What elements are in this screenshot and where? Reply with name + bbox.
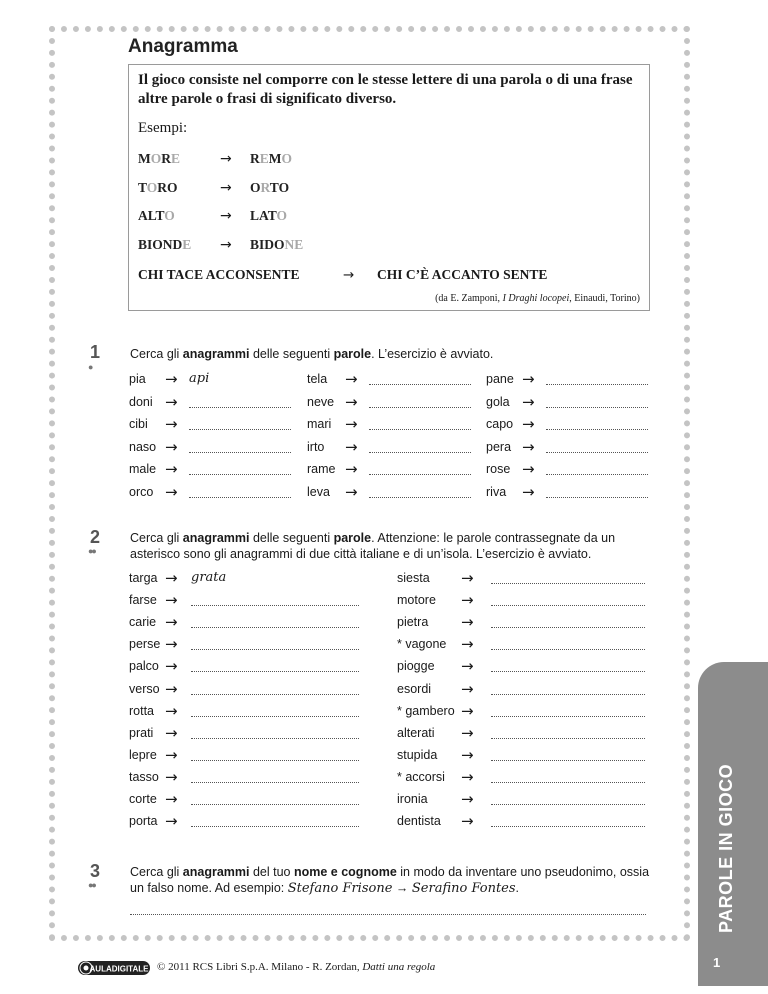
definition-text: Il gioco consiste nel comporre con le stesse lettere di una parola o di una frase altre parole o frasi di significato diverso. xyxy=(138,72,633,107)
answer-line[interactable] xyxy=(191,782,359,783)
arrow-icon: → xyxy=(522,392,535,411)
item-word: alterati xyxy=(397,725,435,740)
letter: E xyxy=(171,151,181,166)
exercise-item xyxy=(129,767,359,788)
letter: R xyxy=(157,180,168,195)
arrow-icon: → xyxy=(461,723,474,742)
keyword: anagrammi xyxy=(182,865,250,879)
arrow-icon: → xyxy=(461,613,474,632)
letter: N xyxy=(162,237,173,252)
handwritten-example: Stefano Frisone xyxy=(287,881,393,896)
example-word xyxy=(138,237,191,253)
exercise-2-instruction xyxy=(130,530,652,562)
side-tab-label: PAROLE IN GIOCO xyxy=(716,763,736,933)
arrow-icon: → xyxy=(461,812,474,831)
exercise-item xyxy=(397,814,645,832)
footer-copyright: © 2011 RCS Libri S.p.A. Milano - R. Zordan, Datti una regola xyxy=(157,961,436,973)
arrow-icon: → xyxy=(461,657,474,676)
item-word: ironia xyxy=(397,792,428,806)
arrow-icon: → xyxy=(461,790,474,808)
exercise-item xyxy=(397,659,645,677)
item-answer: api xyxy=(189,371,210,386)
letter: T xyxy=(138,180,147,195)
exercise-item xyxy=(397,593,645,611)
exercise-item xyxy=(129,593,359,611)
item-word: lepre xyxy=(129,747,157,762)
answer-line[interactable] xyxy=(369,474,471,475)
arrow-icon: → xyxy=(165,591,178,610)
arrow-icon: → xyxy=(522,437,535,456)
arrow-icon: → xyxy=(165,767,178,786)
answer-line[interactable] xyxy=(491,649,645,650)
item-word: rotta xyxy=(129,703,155,718)
item-word: piogge xyxy=(397,659,435,674)
letter: O xyxy=(274,237,285,252)
exercise-item xyxy=(307,437,471,458)
answer-line[interactable] xyxy=(191,826,359,827)
page-title: Anagramma xyxy=(128,36,238,57)
answer-line[interactable] xyxy=(491,605,645,606)
answer-line[interactable] xyxy=(491,760,645,761)
keyword: parole xyxy=(333,531,372,545)
item-word: male xyxy=(129,462,157,476)
answer-line[interactable] xyxy=(546,474,648,475)
exercise-item xyxy=(129,792,359,810)
example-word xyxy=(138,208,175,224)
arrow-icon: → xyxy=(345,482,358,501)
exercise-item xyxy=(486,392,648,413)
answer-line[interactable] xyxy=(369,384,471,385)
item-word: carie xyxy=(129,615,157,630)
letter: O xyxy=(278,180,290,195)
exercise-item xyxy=(129,437,291,458)
letter: R xyxy=(260,180,270,195)
arrow-icon: → xyxy=(165,613,178,632)
example-word xyxy=(138,180,178,196)
answer-line[interactable] xyxy=(191,738,359,739)
exercise-item xyxy=(397,701,645,722)
item-word: stupida xyxy=(397,747,438,762)
citation: (da E. Zamponi, I Draghi locopei, Einaudi, Torino) xyxy=(435,293,640,304)
arrow-icon: → xyxy=(220,237,232,253)
keyword: parole xyxy=(333,347,372,361)
letter: E xyxy=(259,151,269,166)
item-word: leva xyxy=(307,484,330,499)
answer-line[interactable] xyxy=(191,649,359,650)
answer-line[interactable] xyxy=(189,429,291,430)
example-anagram xyxy=(250,237,303,253)
answer-line[interactable] xyxy=(546,452,648,453)
item-word: prati xyxy=(129,725,154,740)
answer-line[interactable] xyxy=(191,716,359,717)
arrow-icon: → xyxy=(165,569,178,587)
arrow-icon: → xyxy=(345,392,358,411)
answer-line[interactable] xyxy=(191,760,359,761)
arrow-icon: → xyxy=(165,657,178,676)
arrow-icon: → xyxy=(345,370,358,388)
text-run: . xyxy=(515,881,520,895)
auladigitale-logo xyxy=(78,958,150,978)
letter: O xyxy=(146,180,158,195)
text-run: Cerca gli xyxy=(130,347,183,361)
exercise-item xyxy=(129,745,359,766)
examples-label: Esempi: xyxy=(138,120,188,136)
exercise-item xyxy=(307,417,471,435)
item-word: pietra xyxy=(397,615,429,630)
arrow-icon: → xyxy=(522,482,535,501)
item-word: * accorsi xyxy=(397,769,445,784)
arrow-icon: → xyxy=(220,208,232,224)
answer-line[interactable] xyxy=(191,804,359,805)
exercise-item xyxy=(397,792,645,810)
item-word: rose xyxy=(486,462,511,476)
arrow-icon: → xyxy=(345,437,358,456)
item-word: naso xyxy=(129,439,157,454)
arrow-icon: → xyxy=(220,180,232,196)
exercise-item xyxy=(307,482,471,503)
letter: L xyxy=(147,208,156,223)
example-anagram xyxy=(250,180,289,196)
exercise-2-number: 2 xyxy=(90,527,101,547)
item-answer: grata xyxy=(191,570,227,585)
exercise-3-answer-line[interactable] xyxy=(130,914,646,915)
letter: I xyxy=(259,237,265,252)
arrow-icon: → xyxy=(345,460,358,478)
letter: A xyxy=(259,208,268,223)
answer-line[interactable] xyxy=(189,452,291,453)
item-word: riva xyxy=(486,484,507,499)
letter: E xyxy=(294,237,304,252)
page-number: 1 xyxy=(713,955,721,970)
answer-line[interactable] xyxy=(491,716,645,717)
item-word: porta xyxy=(129,814,158,829)
answer-line[interactable] xyxy=(546,429,648,430)
answer-line[interactable] xyxy=(189,474,291,475)
exercise-item xyxy=(486,462,648,480)
exercise-1-instruction xyxy=(130,346,652,362)
exercise-item xyxy=(307,462,471,480)
arrow-icon: → xyxy=(461,591,474,610)
item-word: pia xyxy=(129,372,146,386)
citation-book: I Draghi locopei xyxy=(502,293,570,304)
arrow-icon: → xyxy=(165,745,178,764)
exercise-1-number: 1 xyxy=(90,342,101,362)
answer-line[interactable] xyxy=(369,497,471,498)
letter: O xyxy=(164,208,175,223)
answer-line[interactable] xyxy=(491,782,645,783)
item-word: cibi xyxy=(129,417,148,431)
letter: N xyxy=(284,237,295,252)
arrow-icon: → xyxy=(165,482,178,501)
arrow-icon: → xyxy=(461,679,474,698)
letter: E xyxy=(182,237,192,252)
exercise-item xyxy=(129,679,359,700)
answer-line[interactable] xyxy=(491,804,645,805)
arrow-icon: → xyxy=(345,415,358,433)
text-run: Cerca gli xyxy=(130,531,183,545)
exercise-item xyxy=(129,571,359,589)
letter: I xyxy=(147,237,153,252)
arrow-icon: → xyxy=(461,635,474,654)
item-word: gola xyxy=(486,394,510,409)
arrow-icon: → xyxy=(165,701,178,720)
answer-line[interactable] xyxy=(491,671,645,672)
text-run: . Attenzione: le parole contrassegnate da un asterisco sono gli anagrammi di due città italiane e di un’isola. L’esercizio è avviato. xyxy=(130,531,616,561)
item-word: capo xyxy=(486,417,514,431)
item-word: motore xyxy=(397,593,436,608)
arrow-icon: → xyxy=(165,370,178,388)
phrase-from: CHI TACE ACCONSENTE xyxy=(138,267,300,282)
arrow-icon: → xyxy=(165,460,178,478)
letter: D xyxy=(172,237,183,252)
arrow-icon: → xyxy=(220,151,232,167)
answer-line[interactable] xyxy=(546,407,648,408)
text-run: Cerca gli xyxy=(130,865,183,879)
example-word xyxy=(138,151,180,167)
letter: O xyxy=(276,208,288,223)
text-run: del tuo xyxy=(249,865,294,879)
letter: O xyxy=(281,151,293,166)
exercise-item xyxy=(307,372,471,390)
answer-line[interactable] xyxy=(191,694,359,695)
arrow-icon: → xyxy=(165,437,178,456)
exercise-item xyxy=(397,723,645,744)
item-word: * vagone xyxy=(397,637,447,652)
item-word: farse xyxy=(129,593,157,608)
item-word: * gambero xyxy=(397,703,455,718)
letter: M xyxy=(138,151,151,166)
answer-line[interactable] xyxy=(491,583,645,584)
answer-line[interactable] xyxy=(491,738,645,739)
arrow-icon: → xyxy=(165,790,178,808)
answer-line[interactable] xyxy=(191,671,359,672)
item-word: dentista xyxy=(397,814,441,829)
item-word: siesta xyxy=(397,571,430,585)
answer-line[interactable] xyxy=(191,605,359,606)
answer-line[interactable] xyxy=(491,694,645,695)
item-word: mari xyxy=(307,417,332,431)
answer-line[interactable] xyxy=(191,627,359,628)
exercise-item xyxy=(486,372,648,390)
item-word: verso xyxy=(129,681,160,696)
exercise-item xyxy=(129,814,359,832)
exercise-3-instruction xyxy=(130,864,652,897)
item-word: targa xyxy=(129,571,158,585)
answer-line[interactable] xyxy=(546,384,648,385)
keyword: nome e cognome xyxy=(293,865,397,879)
exercise-item xyxy=(486,437,648,458)
answer-line[interactable] xyxy=(369,429,471,430)
answer-line[interactable] xyxy=(491,627,645,628)
example-anagram xyxy=(250,208,287,224)
exercise-1-level: ● xyxy=(88,362,92,372)
letter: M xyxy=(268,151,282,166)
arrow-icon: → xyxy=(461,767,474,786)
item-word: perse xyxy=(129,637,161,652)
letter: O xyxy=(250,180,261,195)
item-word: tasso xyxy=(129,769,159,784)
arrow-icon: → xyxy=(165,415,178,433)
keyword: anagrammi xyxy=(182,347,250,361)
keyword: anagrammi xyxy=(182,531,250,545)
exercise-item xyxy=(397,571,645,589)
text-run: . L’esercizio è avviato. xyxy=(371,347,494,361)
page-number-tab xyxy=(698,942,768,986)
exercise-item xyxy=(486,417,648,435)
letter: D xyxy=(264,237,275,252)
exercise-item xyxy=(397,679,645,700)
arrow-icon: → xyxy=(165,679,178,698)
letter: B xyxy=(138,237,148,252)
answer-line[interactable] xyxy=(369,407,471,408)
answer-line[interactable] xyxy=(369,452,471,453)
arrow-icon: → xyxy=(165,635,178,654)
item-word: tela xyxy=(307,372,328,386)
letter: R xyxy=(161,151,172,166)
answer-line[interactable] xyxy=(491,826,645,827)
footer-book: Datti una regola xyxy=(362,961,436,973)
item-word: pane xyxy=(486,372,514,386)
item-word: doni xyxy=(129,394,153,409)
exercise-item xyxy=(129,417,291,435)
letter: B xyxy=(250,237,260,252)
item-word: irto xyxy=(307,439,325,454)
item-word: rame xyxy=(307,462,336,476)
exercise-item xyxy=(129,637,359,655)
answer-line[interactable] xyxy=(189,407,291,408)
letter: A xyxy=(138,208,148,223)
letter: T xyxy=(267,208,277,223)
exercise-item xyxy=(129,372,291,390)
text-run: delle seguenti xyxy=(249,347,334,361)
letter: L xyxy=(250,208,260,223)
item-word: corte xyxy=(129,792,157,806)
exercise-item xyxy=(129,462,291,480)
exercise-3-number: 3 xyxy=(90,861,101,881)
letter: R xyxy=(250,151,260,166)
arrow-icon: → xyxy=(165,812,178,831)
arrow-icon: → xyxy=(522,415,535,433)
item-word: pera xyxy=(486,439,512,454)
text-run: in modo da inventare uno pseudonimo, ossia un falso nome. Ad esempio: xyxy=(130,865,650,895)
exercise-item xyxy=(129,615,359,633)
exercise-item xyxy=(129,701,359,722)
exercise-item xyxy=(397,767,645,788)
arrow-icon: → xyxy=(165,392,178,411)
answer-line[interactable] xyxy=(189,497,291,498)
arrow-icon: → xyxy=(165,723,178,742)
phrase-to: CHI C’È ACCANTO SENTE xyxy=(377,267,548,282)
exercise-3-level: ●● xyxy=(88,880,95,890)
example-anagram xyxy=(250,151,292,167)
exercise-item xyxy=(397,745,645,766)
exercise-item xyxy=(129,723,359,744)
item-word: orco xyxy=(129,484,154,499)
exercise-2-level: ●● xyxy=(88,546,95,556)
exercise-item xyxy=(129,482,291,503)
item-word: palco xyxy=(129,659,159,674)
logo-text: AULADIGITALE xyxy=(89,964,149,974)
letter: T xyxy=(269,180,279,195)
answer-line[interactable] xyxy=(546,497,648,498)
letter: T xyxy=(155,208,165,223)
arrow-icon: → xyxy=(461,745,474,764)
arrow-icon: → xyxy=(343,267,355,283)
definition-box xyxy=(128,64,650,311)
item-word: neve xyxy=(307,394,335,409)
letter: O xyxy=(150,151,162,166)
letter: O xyxy=(152,237,163,252)
item-word: esordi xyxy=(397,681,432,696)
text-run: delle seguenti xyxy=(249,531,334,545)
arrow-icon: → xyxy=(461,569,474,587)
exercise-item xyxy=(307,392,471,413)
arrow-icon: → xyxy=(522,370,535,388)
text-run: → xyxy=(392,881,412,895)
handwritten-example: Serafino Fontes xyxy=(411,881,516,896)
exercise-item xyxy=(129,392,291,413)
exercise-item xyxy=(397,637,645,655)
letter: O xyxy=(167,180,178,195)
exercise-item xyxy=(397,615,645,633)
arrow-icon: → xyxy=(461,701,474,720)
exercise-item xyxy=(129,659,359,677)
exercise-item xyxy=(486,482,648,503)
arrow-icon: → xyxy=(522,460,535,478)
